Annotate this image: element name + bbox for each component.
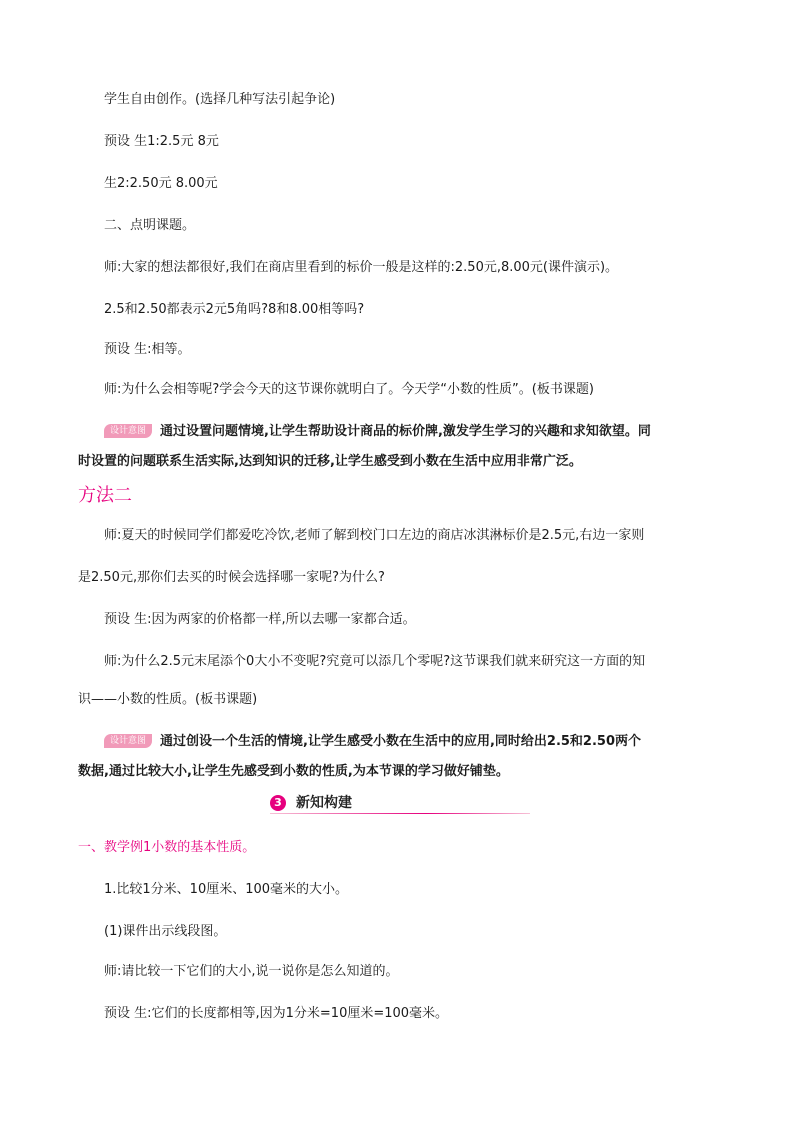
- paragraph: 师:为什么2.5元末尾添个0大小不变呢?究竟可以添几个零呢?这节课我们就来研究这一方面的知: [104, 654, 646, 669]
- subsection-heading: 一、教学例1小数的基本性质。: [78, 840, 256, 855]
- paragraph: 预设 生:相等。: [104, 342, 191, 357]
- section-header: [270, 793, 530, 815]
- paragraph: 预设 生:它们的长度都相等,因为1分米=10厘米=100毫米。: [104, 1006, 449, 1021]
- design-note-1-continued: 时设置的问题联系生活实际,达到知识的迁移,让学生感受到小数在生活中应用非常广泛。: [78, 454, 582, 469]
- section-divider: [270, 813, 530, 814]
- paragraph: 学生自由创作。(选择几种写法引起争论): [104, 92, 336, 107]
- section-title: 新知构建: [296, 795, 352, 811]
- paragraph: 是2.50元,那你们去买的时候会选择哪一家呢?为什么?: [78, 570, 385, 585]
- paragraph: 1.比较1分米、10厘米、100毫米的大小。: [104, 882, 349, 897]
- paragraph: 预设 生:因为两家的价格都一样,所以去哪一家都合适。: [104, 612, 416, 627]
- paragraph: 生2:2.50元 8.00元: [104, 176, 218, 191]
- design-intent-badge: 设计意图: [104, 734, 152, 748]
- design-note-text: 通过设置问题情境,让学生帮助设计商品的标价牌,激发学生学习的兴趣和求知欲望。同: [160, 424, 651, 439]
- design-note-2-continued: 数据,通过比较大小,让学生先感受到小数的性质,为本节课的学习做好铺垫。: [78, 764, 509, 779]
- paragraph: 二、点明课题。: [104, 218, 196, 233]
- paragraph: 师:为什么会相等呢?学会今天的这节课你就明白了。今天学“小数的性质”。(板书课题): [104, 382, 594, 397]
- paragraph: 师:夏天的时候同学们都爱吃冷饮,老师了解到校门口左边的商店冰淇淋标价是2.5元,右边一家则: [104, 528, 645, 543]
- paragraph: 师:请比较一下它们的大小,说一说你是怎么知道的。: [104, 964, 399, 979]
- section-number-icon: 3: [270, 795, 286, 811]
- design-note-2: [104, 734, 641, 750]
- paragraph: 预设 生1:2.5元 8元: [104, 134, 219, 149]
- design-note-1: [104, 424, 651, 440]
- method-title: 方法二: [78, 485, 132, 506]
- design-intent-badge: 设计意图: [104, 424, 152, 438]
- design-note-text: 通过创设一个生活的情境,让学生感受小数在生活中的应用,同时给出2.5和2.50两个: [160, 734, 641, 749]
- paragraph: 2.5和2.50都表示2元5角吗?8和8.00相等吗?: [104, 302, 365, 317]
- paragraph: 识——小数的性质。(板书课题): [78, 692, 258, 707]
- paragraph: (1)课件出示线段图。: [104, 924, 227, 939]
- paragraph: 师:大家的想法都很好,我们在商店里看到的标价一般是这样的:2.50元,8.00元(课件演示)。: [104, 260, 619, 275]
